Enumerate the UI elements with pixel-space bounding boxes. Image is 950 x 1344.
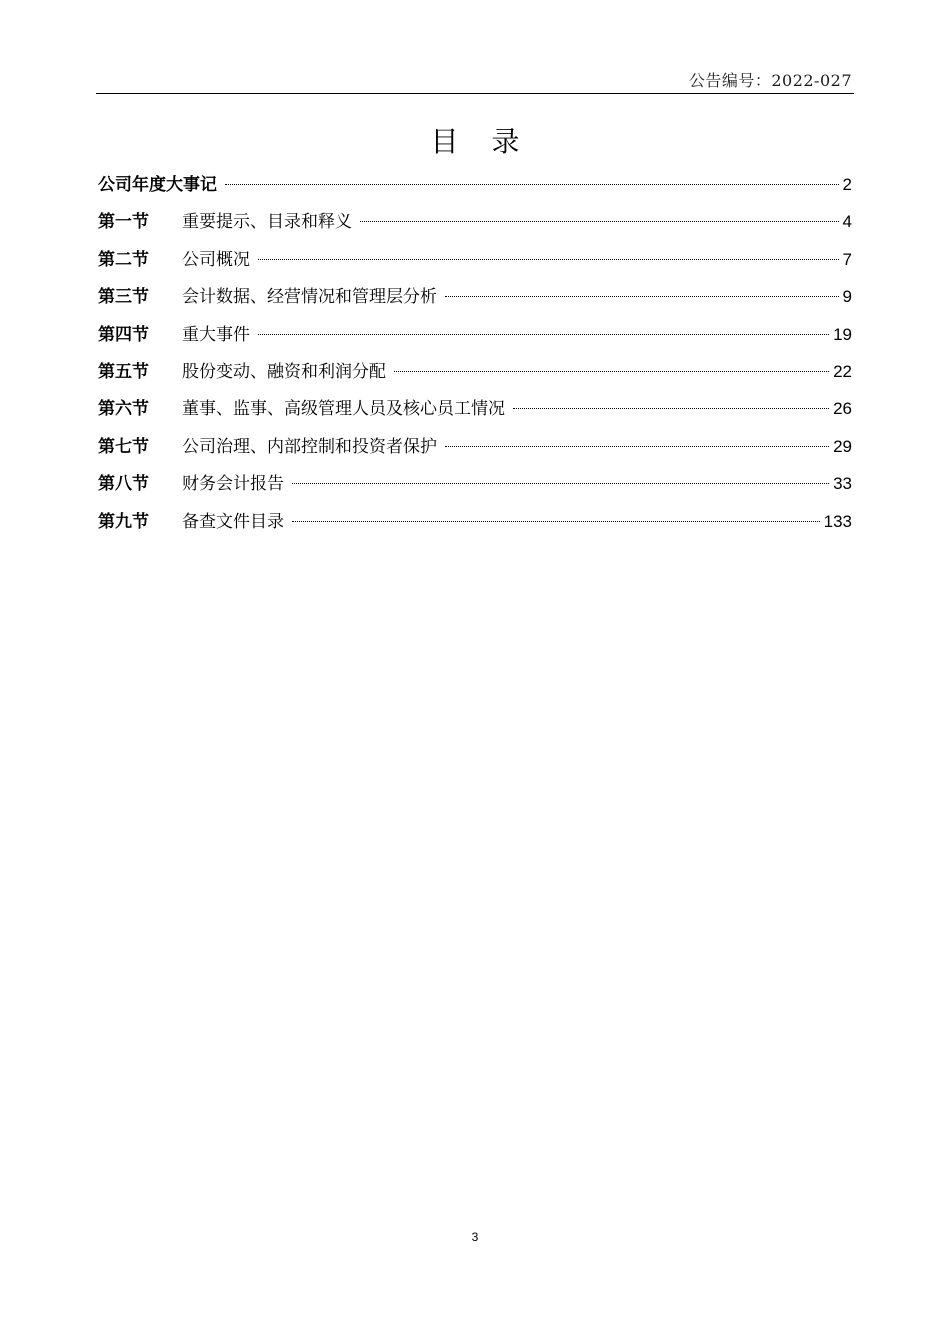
toc-entry-title: 备查文件目录 — [182, 511, 284, 532]
toc-entry-section: 第六节 — [98, 399, 149, 420]
dot-leader — [394, 371, 829, 372]
toc-entry-section-5[interactable] — [98, 357, 852, 394]
dot-leader — [292, 521, 820, 522]
toc-entry-section-8[interactable] — [98, 469, 852, 506]
toc-entry-title: 会计数据、经营情况和管理层分析 — [182, 287, 437, 308]
toc-entry-page: 22 — [833, 361, 852, 381]
page-number: 3 — [471, 1230, 479, 1244]
announcement-number: 公告编号：2022-027 — [688, 71, 852, 90]
toc-entry-page: 33 — [833, 474, 852, 494]
table-of-contents — [98, 170, 852, 544]
toc-entry-title: 重大事件 — [182, 324, 250, 345]
toc-entry-page: 29 — [833, 436, 852, 456]
toc-entry-section-3[interactable] — [98, 282, 852, 319]
toc-entry-section: 第二节 — [98, 249, 149, 270]
toc-entry-page: 26 — [833, 399, 852, 419]
dot-leader — [513, 408, 829, 409]
toc-entry-title: 公司治理、内部控制和投资者保护 — [182, 436, 437, 457]
toc-entry-section-7[interactable] — [98, 432, 852, 469]
toc-entry-section: 第四节 — [98, 324, 149, 345]
toc-entry-section: 第五节 — [98, 361, 149, 382]
dot-leader — [292, 483, 829, 484]
dot-leader — [445, 296, 839, 297]
toc-entry-section: 第八节 — [98, 474, 149, 495]
toc-entry-page: 9 — [842, 287, 852, 307]
toc-entry-annual-events[interactable] — [98, 170, 852, 207]
toc-entry-section: 第七节 — [98, 436, 149, 457]
toc-entry-page: 19 — [833, 324, 852, 344]
toc-entry-section-9[interactable] — [98, 507, 852, 544]
toc-entry-title: 董事、监事、高级管理人员及核心员工情况 — [182, 399, 505, 420]
toc-entry-section-6[interactable] — [98, 394, 852, 431]
toc-entry-section-4[interactable] — [98, 320, 852, 357]
toc-entry-page: 133 — [823, 511, 852, 531]
toc-entry-page: 2 — [842, 175, 852, 194]
toc-title: 目 录 — [430, 125, 532, 158]
toc-entry-title: 公司年度大事记 — [98, 175, 217, 195]
toc-entry-title: 重要提示、目录和释义 — [182, 212, 352, 233]
dot-leader — [258, 334, 829, 335]
toc-entry-title: 股份变动、融资和利润分配 — [182, 361, 386, 382]
toc-entry-section: 第九节 — [98, 511, 149, 532]
dot-leader — [445, 446, 829, 447]
dot-leader — [258, 259, 839, 260]
toc-entry-title: 公司概况 — [182, 249, 250, 270]
toc-entry-title: 财务会计报告 — [182, 474, 284, 495]
dot-leader — [360, 221, 839, 222]
toc-entry-section-2[interactable] — [98, 245, 852, 282]
page-header — [96, 66, 854, 94]
toc-entry-section: 第一节 — [98, 212, 149, 233]
toc-entry-page: 7 — [842, 249, 852, 269]
dot-leader — [225, 184, 839, 185]
toc-entry-page: 4 — [842, 212, 852, 232]
toc-entry-section-1[interactable] — [98, 207, 852, 244]
toc-entry-section: 第三节 — [98, 287, 149, 308]
